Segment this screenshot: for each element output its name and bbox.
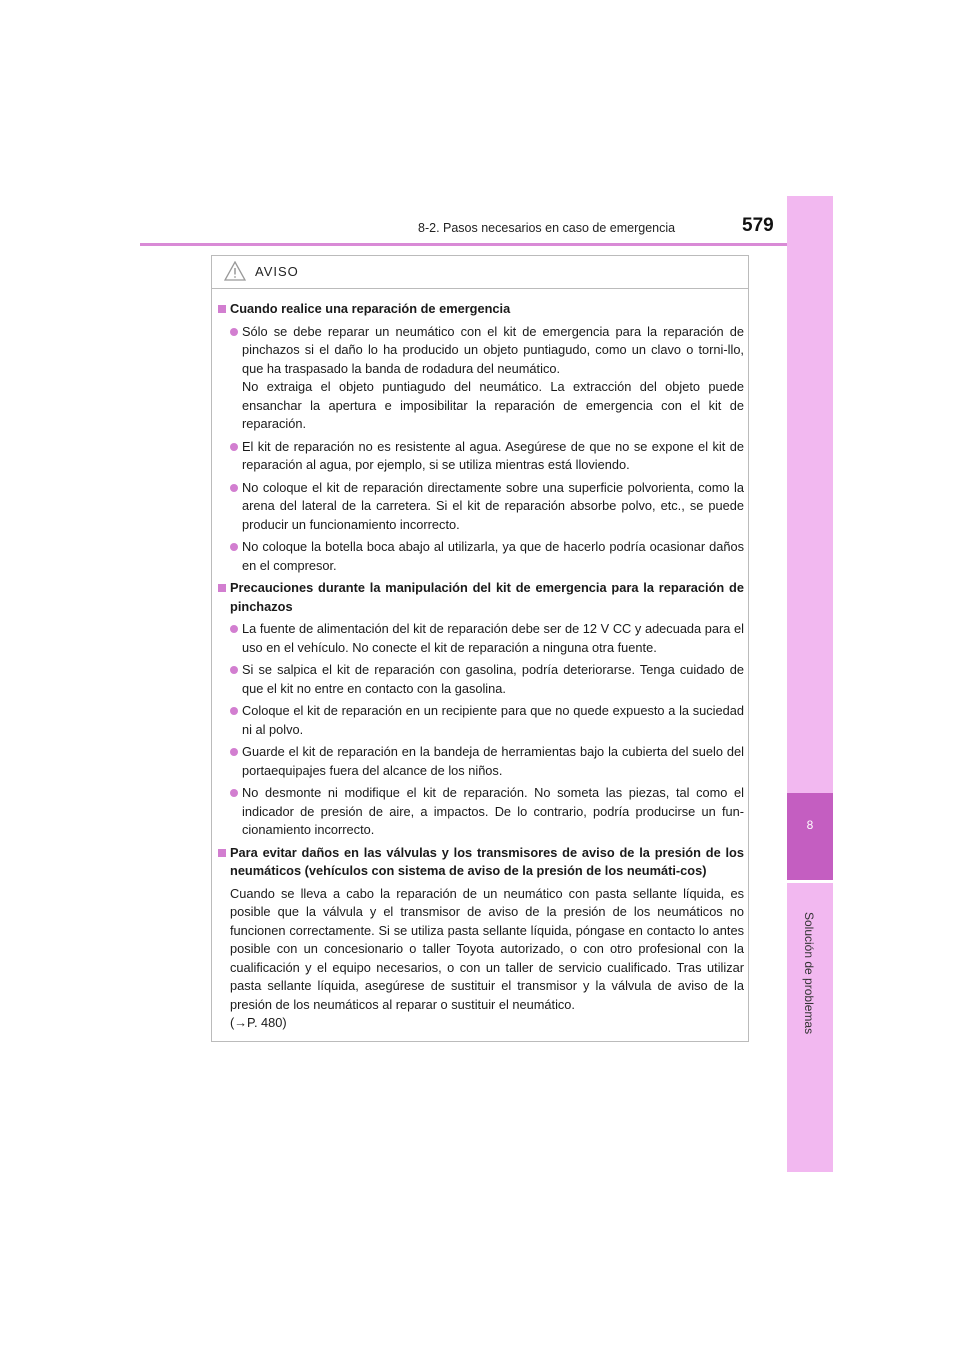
section-paragraph: Cuando se lleva a cabo la reparación de un neumático con pasta sellante líquida, es posible que la válvula y el transmisor de aviso de la presión de los neumáticos no funcionen correctamente. Si se utiliza pasta sellante líquida, póngase en contacto lo antes posible con un concesionario o taller Toyota autorizado, o con otro profesional con la cualificación y el equipo necesarios, o con un taller de servicio cualificado. Tras utilizar pasta sellante líquida, asegúrese de sustituir el transmisor y la válvula de aviso de la presión de los neumáticos al reparar o sustituir el neumático. (→P. 480) <box>230 885 744 1030</box>
bullet-text: Si se salpica el kit de reparación con gasolina, podría deteriorarse. Tenga cuidado de que el kit no entre en contacto con la gasolina. <box>242 662 744 696</box>
warning-body <box>218 300 744 1033</box>
circle-bullet-icon <box>230 328 238 336</box>
section-title-text: Cuando realice una reparación de emergencia <box>230 301 511 316</box>
bullet-text: El kit de reparación no es resistente al agua. Asegúrese de que no se expone el kit de reparación al agua, por ejemplo, si se utiliza mientras está lloviendo. <box>242 438 744 472</box>
square-bullet-icon <box>218 305 226 313</box>
circle-bullet-icon <box>230 707 238 715</box>
section-title <box>218 844 744 881</box>
bullet-text: Guarde el kit de reparación en la bandeja de herramientas bajo la cubierta del suelo del portaequipajes fuera del alcance de los niños. <box>242 744 744 778</box>
circle-bullet-icon <box>230 789 238 797</box>
circle-bullet-icon <box>230 666 238 674</box>
section-title <box>218 579 744 616</box>
square-bullet-icon <box>218 584 226 592</box>
page-number: 579 <box>742 215 774 236</box>
warning-title: AVISO <box>255 264 299 279</box>
bullet-text: Sólo se debe reparar un neumático con el kit de emergencia para la reparación de pinchazos si el daño lo ha producido un objeto puntiagudo, como un clavo o torni-llo, que ha traspasado la banda de rodadura del neumático. No extraiga el objeto puntiagudo del neumático. La extracción del objeto puede ensanchar la apertura e imposibilitar la reparación de emergencia con el kit de reparación. <box>242 323 744 431</box>
tab-separator <box>787 880 833 883</box>
square-bullet-icon <box>218 849 226 857</box>
chapter-title: Solución de problemas <box>802 912 816 1035</box>
bullet-item <box>218 661 744 698</box>
section-title <box>218 300 744 319</box>
bullet-text: Coloque el kit de reparación en un recipiente para que no quede expuesto a la suciedad ni al polvo. <box>242 703 744 737</box>
header-divider <box>140 243 833 246</box>
circle-bullet-icon <box>230 443 238 451</box>
circle-bullet-icon <box>230 543 238 551</box>
warning-header <box>212 256 748 289</box>
section-title-text: Precauciones durante la manipulación del kit de emergencia para la reparación de pinchazos <box>230 580 744 614</box>
bullet-item <box>218 479 744 535</box>
bullet-item <box>218 620 744 657</box>
bullet-item <box>218 323 744 434</box>
warning-box <box>211 255 749 1042</box>
bullet-item <box>218 438 744 475</box>
bullet-text: No coloque la botella boca abajo al utilizarla, ya que de hacerlo podría ocasionar daños en el compresor. <box>242 539 744 573</box>
bullet-text: La fuente de alimentación del kit de reparación debe ser de 12 V CC y adecuada para el uso en el vehículo. No conecte el kit de reparación a ninguna otra fuente. <box>242 621 744 655</box>
chapter-tab-marker[interactable] <box>787 793 833 882</box>
warning-triangle-icon <box>224 261 246 281</box>
bullet-text: No coloque el kit de reparación directamente sobre una superficie polvorienta, como la arena del lateral de la carretera. Si el kit de reparación absorbe polvo, etc., se puede producir un funcionamiento incorrecto. <box>242 479 744 532</box>
circle-bullet-icon <box>230 484 238 492</box>
section-heading: 8-2. Pasos necesarios en caso de emergencia <box>418 221 676 235</box>
bullet-item <box>218 702 744 739</box>
circle-bullet-icon <box>230 625 238 633</box>
chapter-number: 8 <box>806 818 814 832</box>
bullet-text: No desmonte ni modifique el kit de reparación. No someta las piezas, tal como el indicador de presión de aire, a impactos. De lo contrario, podría producirse un fun-cionamiento incorrecto. <box>242 785 744 837</box>
bullet-item <box>218 538 744 575</box>
section-title-text: Para evitar daños en las válvulas y los transmisores de aviso de la presión de los neumáticos (vehículos con sistema de aviso de la presión de los neumáti-cos) <box>230 844 744 878</box>
bullet-item <box>218 784 744 840</box>
bullet-item <box>218 743 744 780</box>
circle-bullet-icon <box>230 748 238 756</box>
